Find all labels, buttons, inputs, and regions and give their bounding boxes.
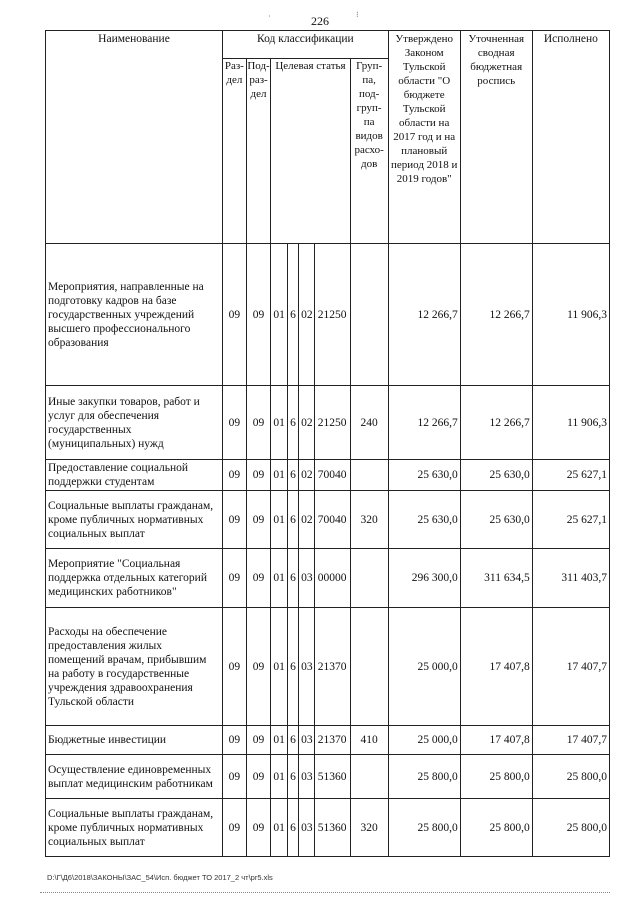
row-section: 09 [223,549,247,608]
row-target-direction: 51360 [314,755,350,799]
row-subsection: 09 [246,244,271,386]
row-name: Бюджетные инвестиции [46,726,223,755]
table-row [46,549,610,608]
row-target-program: 01 [271,799,287,857]
row-section: 09 [223,726,247,755]
row-target-type: 6 [287,460,298,491]
row-subsection: 09 [246,608,271,726]
row-target-item: 02 [299,460,314,491]
row-expense-group [350,608,388,726]
row-expense-group: 410 [350,726,388,755]
row-subsection: 09 [246,726,271,755]
row-name: Мероприятие "Социальная поддержка отдельных категорий медицинских работников" [46,549,223,608]
row-name: Социальные выплаты гражданам, кроме публичных нормативных социальных выплат [46,491,223,549]
row-target-program: 01 [271,755,287,799]
row-target-type: 6 [287,386,298,460]
header-expense-group: Груп- па, под- груп- па видов расхо- дов [350,58,388,243]
row-subsection: 09 [246,460,271,491]
row-refined: 17 407,8 [460,608,532,726]
row-target-program: 01 [271,549,287,608]
row-refined: 25 800,0 [460,799,532,857]
row-refined: 12 266,7 [460,244,532,386]
row-approved: 12 266,7 [388,244,460,386]
row-section: 09 [223,386,247,460]
header-subsection: Под- раз- дел [246,58,271,243]
header-refined: Уточненная сводная бюджетная роспись [460,31,532,244]
row-approved: 296 300,0 [388,549,460,608]
row-target-direction: 21250 [314,244,350,386]
row-executed: 311 403,7 [532,549,609,608]
table-row [46,386,610,460]
row-approved: 25 800,0 [388,755,460,799]
row-name: Мероприятия, направленные на подготовку кадров на базе государственных учреждений высшего профессионального образования [46,244,223,386]
row-section: 09 [223,491,247,549]
row-expense-group: 240 [350,386,388,460]
row-target-type: 6 [287,491,298,549]
row-target-program: 01 [271,491,287,549]
row-name: Расходы на обеспечение предоставления жилых помещений врачам, прибывшим на работу в государственные учреждения здравоохранения Тульской области [46,608,223,726]
page-number: 226 [311,14,329,28]
row-expense-group [350,244,388,386]
header-target-article: Целевая статья [271,58,350,243]
row-approved: 25 630,0 [388,460,460,491]
table-row [46,755,610,799]
row-refined: 25 630,0 [460,460,532,491]
row-executed: 11 906,3 [532,244,609,386]
scan-dot: ⁝ [356,10,359,19]
row-target-item: 02 [299,491,314,549]
row-section: 09 [223,608,247,726]
row-target-item: 03 [299,726,314,755]
row-subsection: 09 [246,755,271,799]
row-target-type: 6 [287,549,298,608]
row-executed: 17 407,7 [532,726,609,755]
row-approved: 25 800,0 [388,799,460,857]
row-target-direction: 70040 [314,460,350,491]
row-target-item: 03 [299,549,314,608]
row-expense-group: 320 [350,799,388,857]
row-name: Социальные выплаты гражданам, кроме публичных нормативных социальных выплат [46,799,223,857]
row-approved: 25 000,0 [388,726,460,755]
table-row [46,726,610,755]
row-name: Предоставление социальной поддержки студентам [46,460,223,491]
row-target-type: 6 [287,755,298,799]
row-target-program: 01 [271,460,287,491]
row-target-direction: 21370 [314,608,350,726]
table-row [46,491,610,549]
row-target-direction: 21370 [314,726,350,755]
row-target-program: 01 [271,386,287,460]
row-refined: 25 800,0 [460,755,532,799]
row-target-direction: 00000 [314,549,350,608]
row-section: 09 [223,755,247,799]
table-row [46,608,610,726]
row-executed: 25 800,0 [532,799,609,857]
row-target-program: 01 [271,244,287,386]
row-approved: 25 000,0 [388,608,460,726]
row-expense-group [350,549,388,608]
table-row [46,460,610,491]
row-subsection: 09 [246,799,271,857]
row-executed: 11 906,3 [532,386,609,460]
row-target-type: 6 [287,608,298,726]
row-section: 09 [223,244,247,386]
row-target-item: 03 [299,799,314,857]
row-refined: 17 407,8 [460,726,532,755]
row-approved: 12 266,7 [388,386,460,460]
row-refined: 311 634,5 [460,549,532,608]
row-section: 09 [223,799,247,857]
row-target-item: 03 [299,608,314,726]
row-name: Иные закупки товаров, работ и услуг для обеспечения государственных (муниципальных) нужд [46,386,223,460]
row-target-program: 01 [271,608,287,726]
header-code-group: Код классификации [223,31,389,59]
header-section: Раз- дел [223,58,247,243]
row-subsection: 09 [246,491,271,549]
row-target-item: 03 [299,755,314,799]
header-name: Наименование [46,31,223,244]
row-target-item: 02 [299,386,314,460]
row-expense-group [350,755,388,799]
row-target-item: 02 [299,244,314,386]
row-section: 09 [223,460,247,491]
row-refined: 12 266,7 [460,386,532,460]
row-subsection: 09 [246,549,271,608]
row-executed: 25 627,1 [532,491,609,549]
row-name: Осуществление единовременных выплат медицинским работникам [46,755,223,799]
row-approved: 25 630,0 [388,491,460,549]
table-row [46,799,610,857]
budget-table [45,30,610,857]
row-target-type: 6 [287,726,298,755]
table-row [46,244,610,386]
row-subsection: 09 [246,386,271,460]
row-target-direction: 51360 [314,799,350,857]
table-body [46,244,610,857]
scan-edge-line [40,892,610,894]
row-target-direction: 21250 [314,386,350,460]
row-executed: 25 627,1 [532,460,609,491]
row-expense-group [350,460,388,491]
row-target-direction: 70040 [314,491,350,549]
row-target-type: 6 [287,244,298,386]
scan-dot: · [268,12,271,21]
header-approved: Утверждено Законом Тульской области "О бюджете Тульской области на 2017 год и на плановый период 2018 и 2019 годов" [388,31,460,244]
row-executed: 17 407,7 [532,608,609,726]
row-executed: 25 800,0 [532,755,609,799]
footer-file-path: D:\Г\Д6\2018\ЗАКОНЫ\ЗАС_54\Исп. бюджет ТО 2017_2 чт\pr5.xls [47,873,273,882]
row-target-program: 01 [271,726,287,755]
row-target-type: 6 [287,799,298,857]
header-executed: Исполнено [532,31,609,244]
header-row-1 [46,31,610,59]
row-refined: 25 630,0 [460,491,532,549]
row-expense-group: 320 [350,491,388,549]
